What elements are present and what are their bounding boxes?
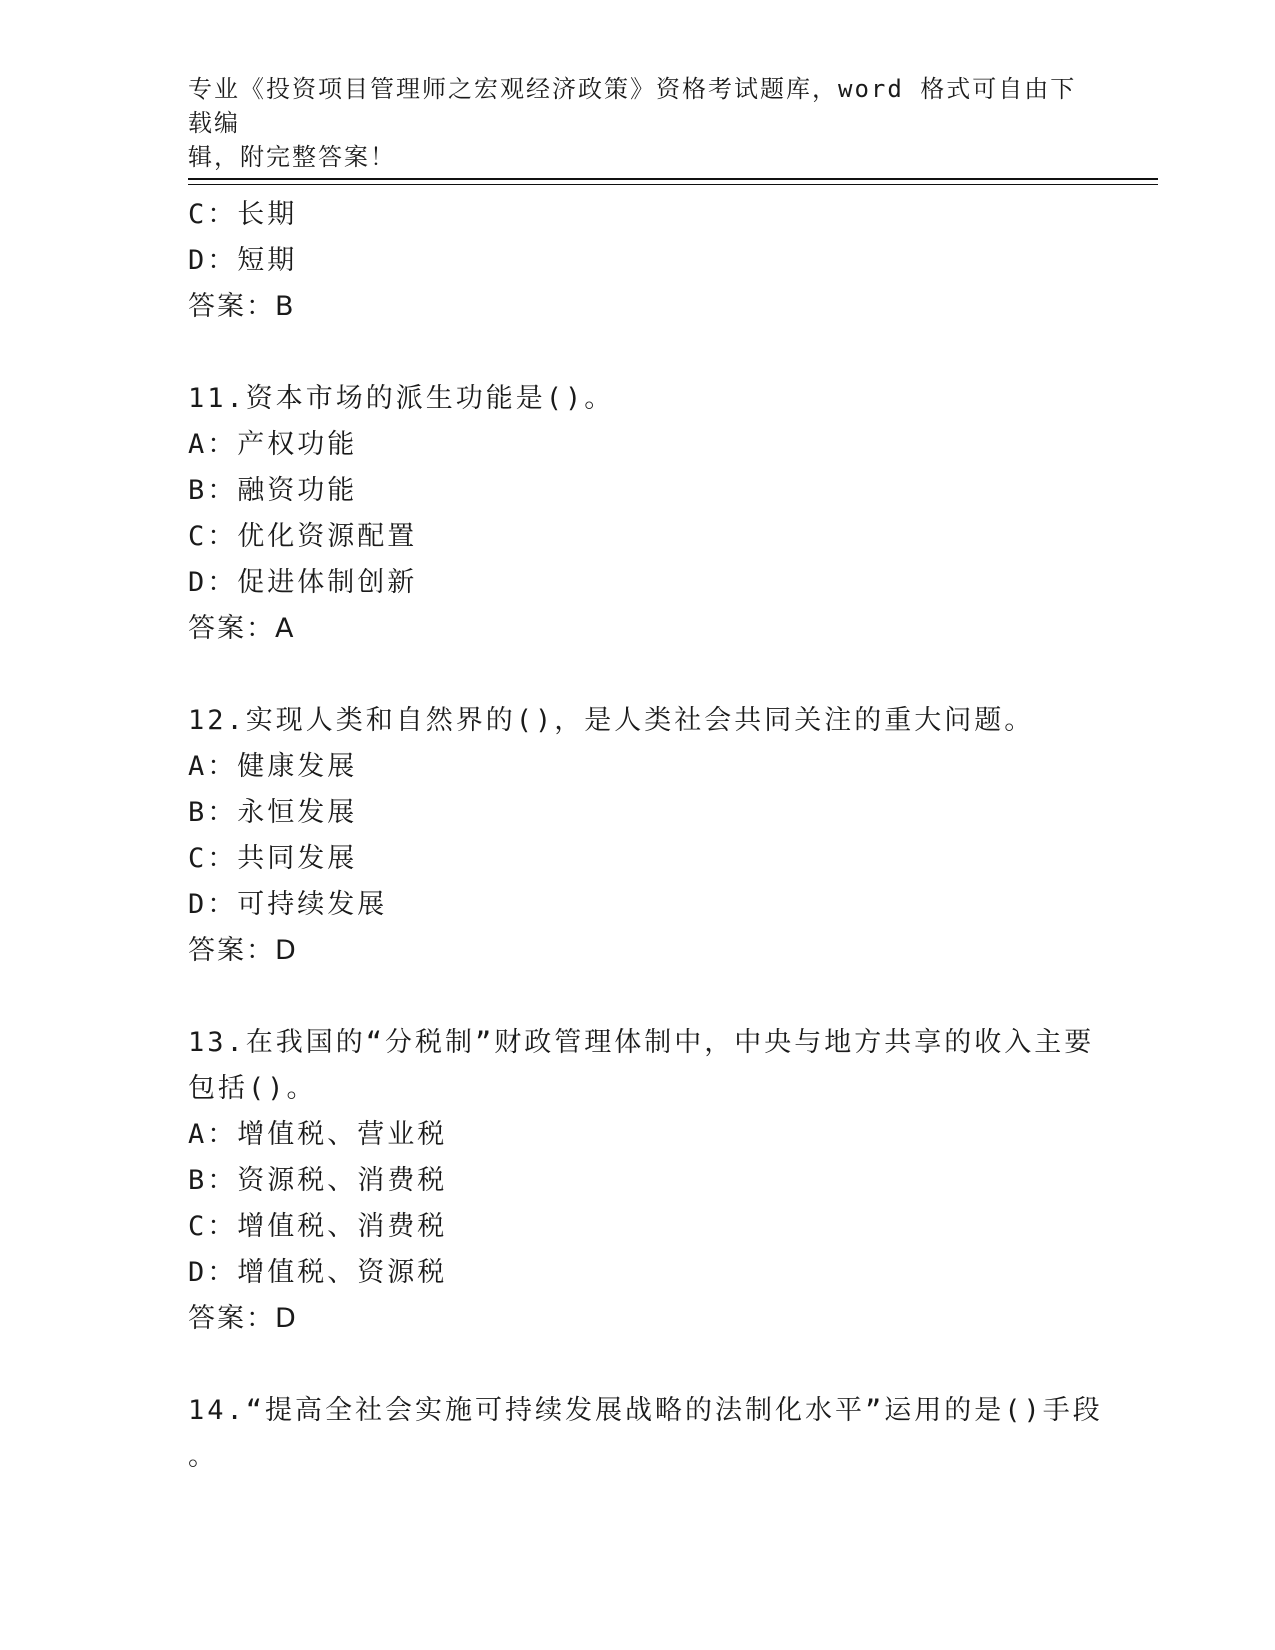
option-a: A：增值税、营业税 [188, 1119, 448, 1150]
question-stem-line-2: 包括()。 [188, 1073, 317, 1104]
question-list [188, 192, 1103, 1480]
document-header [188, 72, 1088, 174]
option-d: D：促进体制创新 [188, 567, 418, 598]
answer-line: 答案：D [188, 935, 298, 966]
option-b: B：融资功能 [188, 475, 358, 506]
question-stem-line-2: 。 [188, 1441, 218, 1472]
question-stem-line-1: 13.在我国的“分税制”财政管理体制中，中央与地方共享的收入主要 [188, 1027, 1095, 1058]
option-c: C：优化资源配置 [188, 521, 418, 552]
option-c: C：共同发展 [188, 843, 358, 874]
option-b: B：资源税、消费税 [188, 1165, 448, 1196]
answer-line: 答案：B [188, 291, 296, 322]
option-d: D：可持续发展 [188, 889, 388, 920]
option-d: D：增值税、资源税 [188, 1257, 448, 1288]
option-a: A：健康发展 [188, 751, 358, 782]
header-divider-thin [188, 184, 1158, 185]
question-stem: 11.资本市场的派生功能是()。 [188, 383, 615, 414]
header-line-2: 辑，附完整答案！ [188, 143, 396, 171]
question-10-partial [188, 192, 1088, 330]
question-13 [188, 1020, 1095, 1342]
question-14 [188, 1388, 1103, 1480]
header-divider-thick [188, 178, 1158, 180]
option-a: A：产权功能 [188, 429, 358, 460]
option-c: C：长期 [188, 199, 298, 230]
answer-line: 答案：A [188, 613, 296, 644]
option-b: B：永恒发展 [188, 797, 358, 828]
question-11 [188, 376, 1088, 652]
option-d: D：短期 [188, 245, 298, 276]
question-stem-line-1: 14.“提高全社会实施可持续发展战略的法制化水平”运用的是()手段 [188, 1395, 1103, 1426]
question-stem: 12.实现人类和自然界的()，是人类社会共同关注的重大问题。 [188, 705, 1035, 736]
header-line-1: 专业《投资项目管理师之宏观经济政策》资格考试题库，word 格式可自由下载编 [188, 75, 1077, 137]
question-12 [188, 698, 1088, 974]
answer-line: 答案：D [188, 1303, 298, 1334]
option-c: C：增值税、消费税 [188, 1211, 448, 1242]
